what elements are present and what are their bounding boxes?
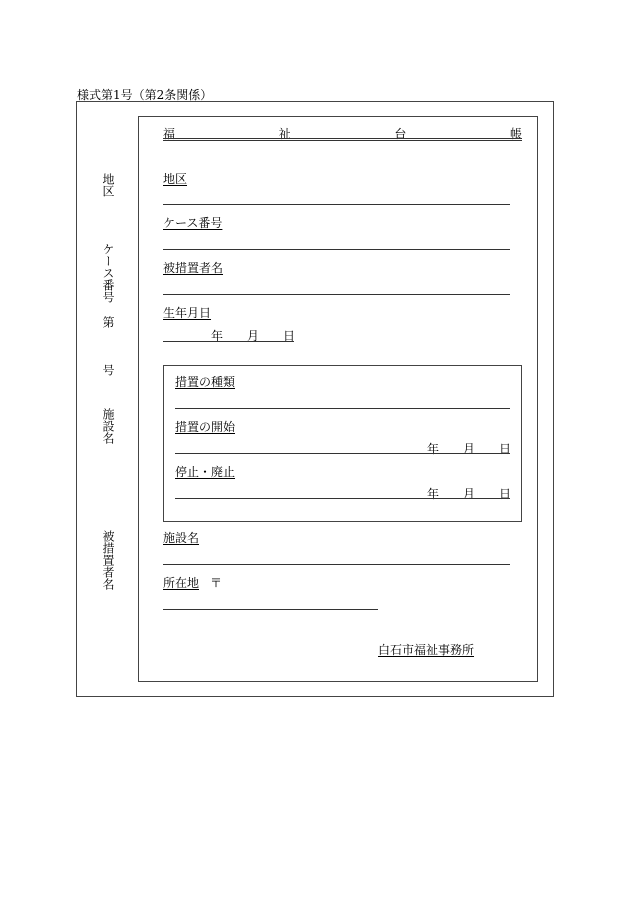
- case-number-label: ケース番号: [163, 216, 223, 230]
- title-underline-double: [163, 140, 522, 141]
- stop-year-unit: 年: [427, 487, 440, 501]
- ledger-title: [163, 125, 522, 139]
- stop-month-unit: 月: [463, 487, 476, 501]
- birth-date-label: 生年月日: [163, 306, 212, 320]
- spine-case-number: ケース番号: [101, 243, 115, 303]
- measure-start-field-line[interactable]: [175, 453, 510, 454]
- office-name: 白石市福祉事務所: [378, 643, 475, 657]
- stop-day-unit: 日: [499, 487, 512, 501]
- title-char-4: 帳: [509, 127, 522, 141]
- birth-day-unit: 日: [283, 329, 296, 343]
- start-month-unit: 月: [463, 442, 476, 456]
- district-label: 地区: [163, 172, 188, 186]
- stop-abolish-field-line[interactable]: [175, 498, 510, 499]
- birth-date-field-line[interactable]: [163, 341, 294, 342]
- title-underline: [163, 138, 522, 139]
- facility-name-label: 施設名: [163, 531, 200, 545]
- case-number-field-line[interactable]: [163, 249, 510, 250]
- measure-start-label: 措置の開始: [175, 420, 236, 434]
- spine-person: 被措置者名: [101, 530, 115, 590]
- measure-type-label: 措置の種類: [175, 375, 236, 389]
- person-name-label: 被措置者名: [163, 261, 224, 275]
- person-name-field-line[interactable]: [163, 294, 510, 295]
- address-field-line[interactable]: [163, 609, 378, 610]
- spine-go: 号: [101, 364, 115, 376]
- birth-year-unit: 年: [211, 329, 224, 343]
- address-label: 所在地: [163, 576, 200, 590]
- title-char-1: 福: [163, 127, 176, 141]
- district-field-line[interactable]: [163, 204, 510, 205]
- postal-mark: 〒: [210, 576, 223, 590]
- start-year-unit: 年: [427, 442, 440, 456]
- measure-type-field-line[interactable]: [175, 408, 510, 409]
- spine-facility: 施設名: [101, 408, 115, 444]
- spine-district: 地区: [101, 173, 115, 197]
- title-char-2: 祉: [278, 127, 291, 141]
- facility-name-field-line[interactable]: [163, 564, 510, 565]
- start-day-unit: 日: [499, 442, 512, 456]
- birth-month-unit: 月: [247, 329, 260, 343]
- stop-abolish-label: 停止・廃止: [175, 465, 236, 479]
- form-number: 様式第1号（第2条関係）: [77, 88, 213, 102]
- spine-dai: 第: [101, 316, 115, 328]
- title-char-3: 台: [394, 127, 407, 141]
